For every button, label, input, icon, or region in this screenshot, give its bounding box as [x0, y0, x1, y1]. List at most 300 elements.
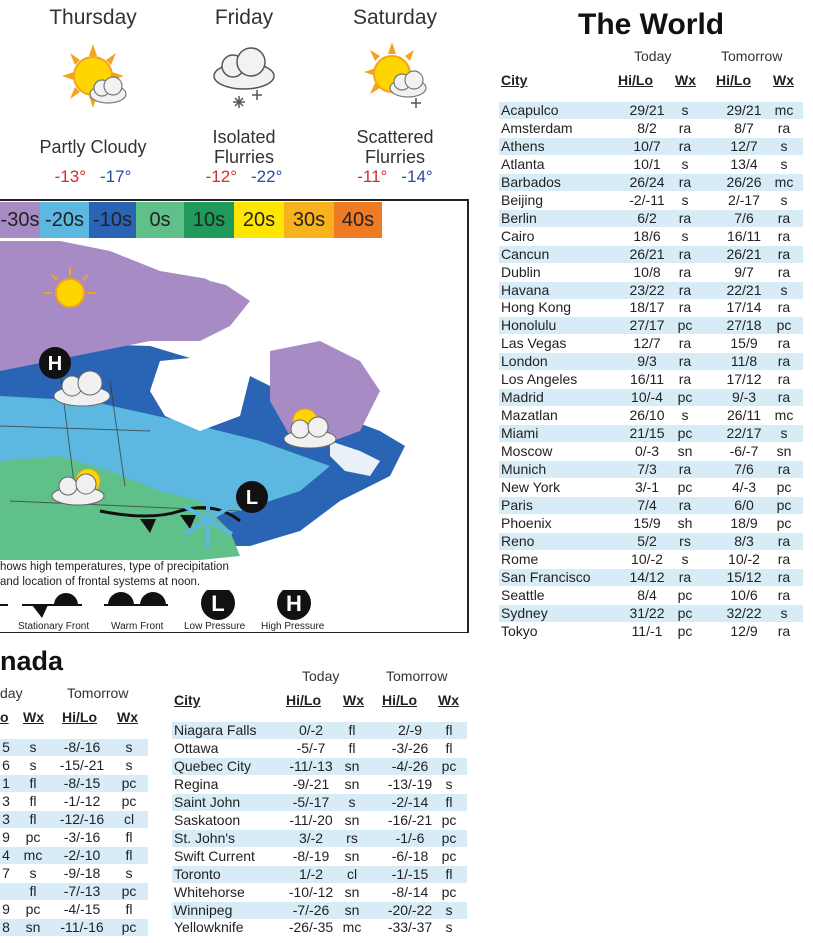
table-cell: -6/-18	[391, 847, 429, 864]
table-cell: 12/7	[633, 335, 661, 352]
table-cell: ra	[678, 568, 692, 585]
table-row	[172, 830, 467, 847]
table-cell: ra	[678, 137, 692, 154]
table-cell: 10/6	[730, 586, 758, 603]
table-cell: ra	[678, 209, 692, 226]
table-cell: New York	[501, 478, 561, 495]
table-cell: 21/15	[629, 425, 665, 442]
table-cell: 10/-2	[728, 550, 760, 567]
table-row	[499, 246, 803, 263]
table-cell: mc	[774, 173, 794, 190]
table-cell: -9/-18	[63, 864, 101, 881]
table-cell: -13/-19	[387, 775, 433, 792]
table-cell: s	[780, 137, 788, 154]
table-cell: Berlin	[501, 209, 537, 226]
table-row	[0, 901, 148, 918]
legend-low-symbol: L	[211, 591, 225, 616]
table-row	[0, 811, 148, 828]
legend-high-pressure: High Pressure	[261, 621, 325, 632]
table-row	[499, 461, 803, 478]
table-cell: s	[780, 191, 788, 208]
table-row	[499, 102, 803, 119]
canada-right-col-wx-today: Wx	[343, 692, 364, 708]
table-cell: fl	[445, 865, 453, 882]
temp-band-7: 40s	[334, 202, 382, 238]
world-col-city: City	[501, 72, 528, 88]
table-cell: sn	[344, 847, 360, 864]
table-cell: 3/-2	[298, 829, 324, 846]
table-cell: -2/-14	[391, 793, 429, 810]
table-cell: 16/11	[630, 371, 664, 388]
table-cell: s	[29, 756, 37, 773]
table-cell: 10/-4	[631, 389, 663, 406]
table-cell: pc	[677, 389, 693, 406]
table-cell: 11/-1	[631, 622, 663, 639]
table-cell: -6/-7	[729, 443, 759, 460]
forecast-high: -13°	[54, 167, 86, 186]
table-cell: Reno	[501, 532, 535, 549]
table-row	[172, 866, 467, 883]
table-cell: pc	[677, 622, 693, 639]
world-col-wx-tomorrow: Wx	[773, 72, 794, 88]
table-cell: s	[348, 793, 356, 810]
table-cell: 4	[2, 846, 10, 863]
forecast-day-name: Thursday	[49, 6, 137, 29]
table-cell: 3/-1	[634, 478, 660, 495]
table-row	[172, 776, 467, 793]
table-cell: -33/-37	[387, 919, 433, 936]
canada-left-col-wx-today: Wx	[23, 709, 44, 725]
table-cell: 26/21	[726, 245, 762, 262]
table-cell: -4/-15	[63, 900, 101, 917]
forecast-friday	[169, 0, 319, 195]
table-cell: s	[445, 775, 453, 792]
table-row	[0, 829, 148, 846]
table-cell: fl	[125, 900, 133, 917]
world-title: The World	[578, 8, 725, 41]
table-row	[172, 758, 467, 775]
forecast-condition-line1: Scattered	[356, 127, 434, 147]
table-row	[499, 623, 803, 640]
table-cell: fl	[445, 722, 453, 738]
table-cell: 8/3	[734, 532, 754, 549]
table-cell: Toronto	[174, 865, 221, 882]
table-cell: s	[681, 407, 689, 424]
table-row	[172, 740, 467, 757]
table-cell: 23/22	[629, 281, 665, 298]
table-cell: Phoenix	[501, 514, 552, 531]
table-cell: St. John's	[174, 829, 236, 846]
forecast-temps	[169, 167, 319, 187]
table-cell: fl	[29, 810, 37, 827]
table-cell: -8/-15	[63, 774, 101, 791]
forecast-high: -11°	[357, 167, 388, 186]
table-cell: s	[681, 191, 689, 208]
table-cell: 22/17	[726, 425, 762, 442]
table-cell: -2/-11	[629, 191, 665, 208]
table-cell: Moscow	[501, 443, 553, 460]
table-row	[0, 883, 148, 900]
table-row	[172, 902, 467, 919]
table-cell: ra	[777, 586, 791, 603]
table-cell: s	[780, 425, 788, 442]
table-cell: s	[125, 739, 133, 755]
table-cell: pc	[677, 586, 693, 603]
table-cell: -4/-26	[391, 757, 429, 774]
table-cell: -11/-13	[289, 757, 333, 774]
table-cell: 9/-3	[731, 389, 757, 406]
table-cell: 18/6	[633, 227, 661, 244]
table-cell: fl	[125, 828, 133, 845]
table-cell: 4/-3	[731, 478, 757, 495]
high-pressure-label: H	[47, 353, 63, 375]
table-cell: 26/11	[727, 407, 761, 424]
legend-warm-front: Warm Front	[111, 621, 164, 632]
table-cell: fl	[348, 739, 356, 756]
table-cell: ra	[777, 335, 791, 352]
legend-high-symbol: H	[286, 591, 302, 616]
table-row	[499, 138, 803, 155]
table-cell: 13/4	[730, 155, 758, 172]
table-cell: pc	[677, 317, 693, 334]
table-cell: 8	[2, 918, 10, 935]
world-group-today: Today	[634, 48, 672, 64]
forecast-condition-line2: Flurries	[364, 147, 425, 167]
forecast-high: -12°	[205, 167, 237, 186]
low-pressure-label: L	[245, 487, 259, 509]
table-cell: Honolulu	[501, 317, 557, 334]
table-cell: fl	[348, 722, 356, 738]
table-cell: pc	[677, 478, 693, 495]
table-cell: -11/-20	[289, 811, 333, 828]
table-cell: -1/-15	[391, 865, 429, 882]
table-cell: ra	[777, 227, 791, 244]
table-cell: ra	[777, 550, 791, 567]
table-cell: rs	[679, 532, 691, 549]
table-row	[499, 299, 803, 316]
table-cell: 10/1	[633, 155, 661, 172]
table-cell: s	[681, 102, 689, 118]
table-cell: s	[29, 864, 37, 881]
table-cell: ra	[678, 299, 692, 316]
table-cell: 12/7	[730, 137, 758, 154]
table-cell: sn	[344, 901, 360, 918]
world-col-hilo-today: Hi/Lo	[618, 72, 653, 88]
table-cell: pc	[776, 317, 792, 334]
table-row	[499, 174, 803, 191]
table-cell: 9	[2, 828, 10, 845]
table-row	[499, 264, 803, 281]
forecast-condition: Partly Cloudy	[39, 137, 147, 157]
table-row	[0, 793, 148, 810]
table-cell: -5/-17	[292, 793, 330, 810]
table-cell: fl	[445, 793, 453, 810]
flurries-icon	[209, 36, 279, 116]
table-cell: pc	[121, 918, 137, 935]
canada-left-group-today: day	[0, 685, 23, 701]
forecast-day-name: Friday	[214, 6, 274, 29]
table-cell: s	[445, 901, 453, 918]
table-cell: 9/7	[734, 263, 754, 280]
table-cell: Miami	[501, 425, 539, 442]
table-cell: 11/8	[730, 353, 758, 370]
table-cell: 9	[2, 900, 10, 917]
table-cell: 0/-3	[634, 443, 660, 460]
table-cell: sn	[776, 443, 792, 460]
temp-band-4: 10s	[184, 202, 234, 238]
table-row	[499, 497, 803, 514]
table-cell: pc	[121, 792, 137, 809]
canada-right-group-today: Today	[302, 668, 340, 684]
canada-left-col-hilo-today: o	[0, 709, 9, 725]
table-cell: mc	[342, 919, 362, 936]
table-cell: -16/-21	[387, 811, 433, 828]
table-row	[0, 919, 148, 936]
table-cell: pc	[776, 496, 792, 513]
table-cell: -12/-16	[59, 810, 105, 827]
table-row	[172, 848, 467, 865]
table-row	[499, 587, 803, 604]
map-caption-line1: hows high temperatures, type of precipitation	[0, 561, 229, 573]
table-cell: s	[681, 550, 689, 567]
table-cell: Rome	[501, 550, 539, 567]
world-col-hilo-tomorrow: Hi/Lo	[716, 72, 751, 88]
canada-right-col-city: City	[174, 692, 201, 708]
legend-low-pressure: Low Pressure	[184, 621, 246, 632]
table-cell: ra	[678, 263, 692, 280]
table-row	[499, 407, 803, 424]
table-row	[499, 192, 803, 209]
table-cell: Cancun	[501, 245, 550, 262]
table-cell: fl	[445, 739, 453, 756]
table-cell: ra	[777, 568, 791, 585]
table-cell: Niagara Falls	[174, 722, 257, 738]
table-cell: ra	[678, 496, 692, 513]
table-cell: s	[125, 864, 133, 881]
table-cell: -2/-10	[63, 846, 101, 863]
table-cell: 26/26	[726, 173, 762, 190]
world-group-tomorrow: Tomorrow	[721, 48, 783, 64]
table-row	[499, 443, 803, 460]
table-cell: Winnipeg	[174, 901, 233, 918]
table-cell: Saskatoon	[174, 811, 241, 828]
table-cell: Yellowknife	[174, 919, 244, 936]
map-caption-line2: and location of frontal systems at noon.	[0, 576, 201, 588]
table-cell: 26/24	[629, 173, 665, 190]
temp-band-3: 0s	[136, 202, 184, 238]
table-cell: 18/17	[629, 299, 665, 316]
table-cell: s	[681, 227, 689, 244]
table-cell: 8/7	[734, 119, 754, 136]
table-cell: 15/9	[730, 335, 758, 352]
table-cell: -3/-16	[63, 828, 101, 845]
table-row	[499, 228, 803, 245]
table-cell: Los Angeles	[501, 371, 578, 388]
table-cell: pc	[776, 478, 792, 495]
forecast-day-name: Saturday	[352, 6, 438, 29]
table-cell: ra	[777, 461, 791, 477]
table-cell: ra	[678, 353, 692, 370]
table-cell: 6/0	[734, 496, 754, 513]
table-cell: 27/18	[726, 317, 762, 334]
table-cell: s	[125, 756, 133, 773]
table-cell: s	[780, 281, 788, 298]
forecast-condition-line1: Isolated	[212, 127, 276, 147]
table-row	[499, 551, 803, 568]
canada-right-group-tomorrow: Tomorrow	[386, 668, 448, 684]
table-cell: Athens	[501, 137, 545, 154]
table-row	[499, 210, 803, 227]
table-cell: Amsterdam	[501, 119, 573, 136]
table-cell: 26/10	[629, 407, 665, 424]
table-cell: -10/-12	[288, 883, 334, 900]
forecast-condition-line2: Flurries	[213, 147, 274, 167]
table-cell: Beijing	[501, 191, 544, 208]
table-cell: -8/-16	[63, 739, 101, 755]
table-row	[0, 739, 148, 756]
table-cell: Dublin	[501, 263, 541, 280]
table-cell: pc	[776, 514, 792, 531]
table-cell: ra	[777, 245, 791, 262]
canada-title: nada	[0, 646, 64, 676]
table-cell: pc	[25, 900, 41, 917]
forecast-temps	[320, 167, 470, 187]
table-cell: 7/3	[637, 461, 657, 477]
table-cell: 7	[2, 864, 10, 881]
table-cell: 27/17	[629, 317, 665, 334]
forecast-thursday	[18, 0, 168, 195]
table-cell: 5/2	[637, 532, 657, 549]
table-row	[0, 757, 148, 774]
table-cell: 8/2	[637, 119, 657, 136]
table-cell: -1/-6	[395, 829, 425, 846]
forecast-low: -17°	[100, 167, 132, 186]
table-cell: s	[29, 739, 37, 755]
canada-right-col-hilo-today: Hi/Lo	[286, 692, 321, 708]
table-cell: ra	[777, 119, 791, 136]
table-cell: London	[501, 353, 548, 370]
table-cell: 14/12	[629, 568, 665, 585]
table-cell: sn	[677, 443, 693, 460]
sun-snow-icon	[360, 36, 430, 116]
partly-cloudy-icon	[58, 36, 128, 116]
table-cell: ra	[777, 299, 791, 316]
table-cell: 1	[2, 774, 10, 791]
table-row	[499, 371, 803, 388]
table-cell: pc	[121, 774, 137, 791]
table-cell: 2/-17	[728, 191, 760, 208]
forecast-low: -14°	[401, 167, 433, 186]
table-cell: cl	[346, 865, 358, 882]
table-cell: -3/-26	[391, 739, 429, 756]
table-row	[499, 569, 803, 586]
table-cell: Paris	[501, 496, 533, 513]
table-cell: ra	[678, 281, 692, 298]
map-legend	[0, 560, 467, 632]
canada-left-group-tomorrow: Tomorrow	[67, 685, 129, 701]
table-cell: 17/14	[726, 299, 762, 316]
table-cell: 3	[2, 792, 10, 809]
table-cell: Sydney	[501, 604, 548, 621]
table-cell: pc	[441, 883, 457, 900]
table-row	[0, 865, 148, 882]
table-row	[172, 884, 467, 901]
table-cell: 32/22	[726, 604, 762, 621]
table-row	[499, 317, 803, 334]
table-cell: Quebec City	[174, 757, 252, 774]
legend-stationary-front: Stationary Front	[18, 621, 90, 632]
table-cell: 6/2	[637, 209, 657, 226]
table-cell: sn	[344, 811, 360, 828]
table-cell: 0/-2	[298, 722, 324, 738]
table-cell: ra	[777, 371, 791, 388]
table-cell: 10/8	[633, 263, 661, 280]
table-cell: cl	[123, 810, 135, 827]
table-cell: fl	[29, 882, 37, 899]
table-cell: Madrid	[501, 389, 544, 406]
table-row	[499, 389, 803, 406]
table-row	[499, 533, 803, 550]
table-cell: s	[780, 604, 788, 621]
table-cell: Swift Current	[174, 847, 255, 864]
table-cell: pc	[121, 882, 137, 899]
table-cell: ra	[777, 263, 791, 280]
table-cell: Acapulco	[501, 102, 559, 118]
table-cell: Cairo	[501, 227, 535, 244]
temp-band-5: 20s	[234, 202, 284, 238]
table-cell: pc	[441, 811, 457, 828]
table-cell: sn	[344, 883, 360, 900]
table-cell: ra	[777, 353, 791, 370]
table-cell: 1/-2	[298, 865, 324, 882]
table-cell: 7/6	[734, 209, 754, 226]
table-cell: ra	[777, 622, 791, 639]
table-cell: San Francisco	[501, 568, 591, 585]
table-cell: fl	[125, 846, 133, 863]
table-cell: -20/-22	[387, 901, 433, 918]
table-cell: s	[681, 155, 689, 172]
table-row	[0, 775, 148, 792]
table-row	[499, 282, 803, 299]
table-row	[499, 605, 803, 622]
table-cell: 31/22	[629, 604, 665, 621]
table-cell: fl	[29, 774, 37, 791]
canada-right-col-wx-tomorrow: Wx	[438, 692, 459, 708]
table-cell: Saint John	[174, 793, 241, 810]
table-cell: 26/21	[629, 245, 665, 262]
table-cell: sn	[344, 757, 360, 774]
table-cell: s	[445, 919, 453, 936]
table-cell: pc	[441, 847, 457, 864]
table-cell: Mazatlan	[501, 407, 558, 424]
canada-left-col-hilo-tomorrow: Hi/Lo	[62, 709, 97, 725]
table-cell: 10/7	[633, 137, 661, 154]
table-cell: Tokyo	[501, 622, 538, 639]
table-cell: sh	[677, 514, 693, 531]
table-cell: 12/9	[730, 622, 758, 639]
table-cell: mc	[774, 407, 794, 424]
table-cell: -9/-21	[292, 775, 330, 792]
table-cell: Regina	[174, 775, 219, 792]
table-cell: 18/9	[730, 514, 758, 531]
table-cell: pc	[677, 604, 693, 621]
table-cell: 8/4	[637, 586, 657, 603]
table-cell: ra	[678, 173, 692, 190]
table-row	[499, 479, 803, 496]
forecast-saturday	[320, 0, 470, 195]
table-cell: 6	[2, 756, 10, 773]
table-cell: ra	[777, 389, 791, 406]
